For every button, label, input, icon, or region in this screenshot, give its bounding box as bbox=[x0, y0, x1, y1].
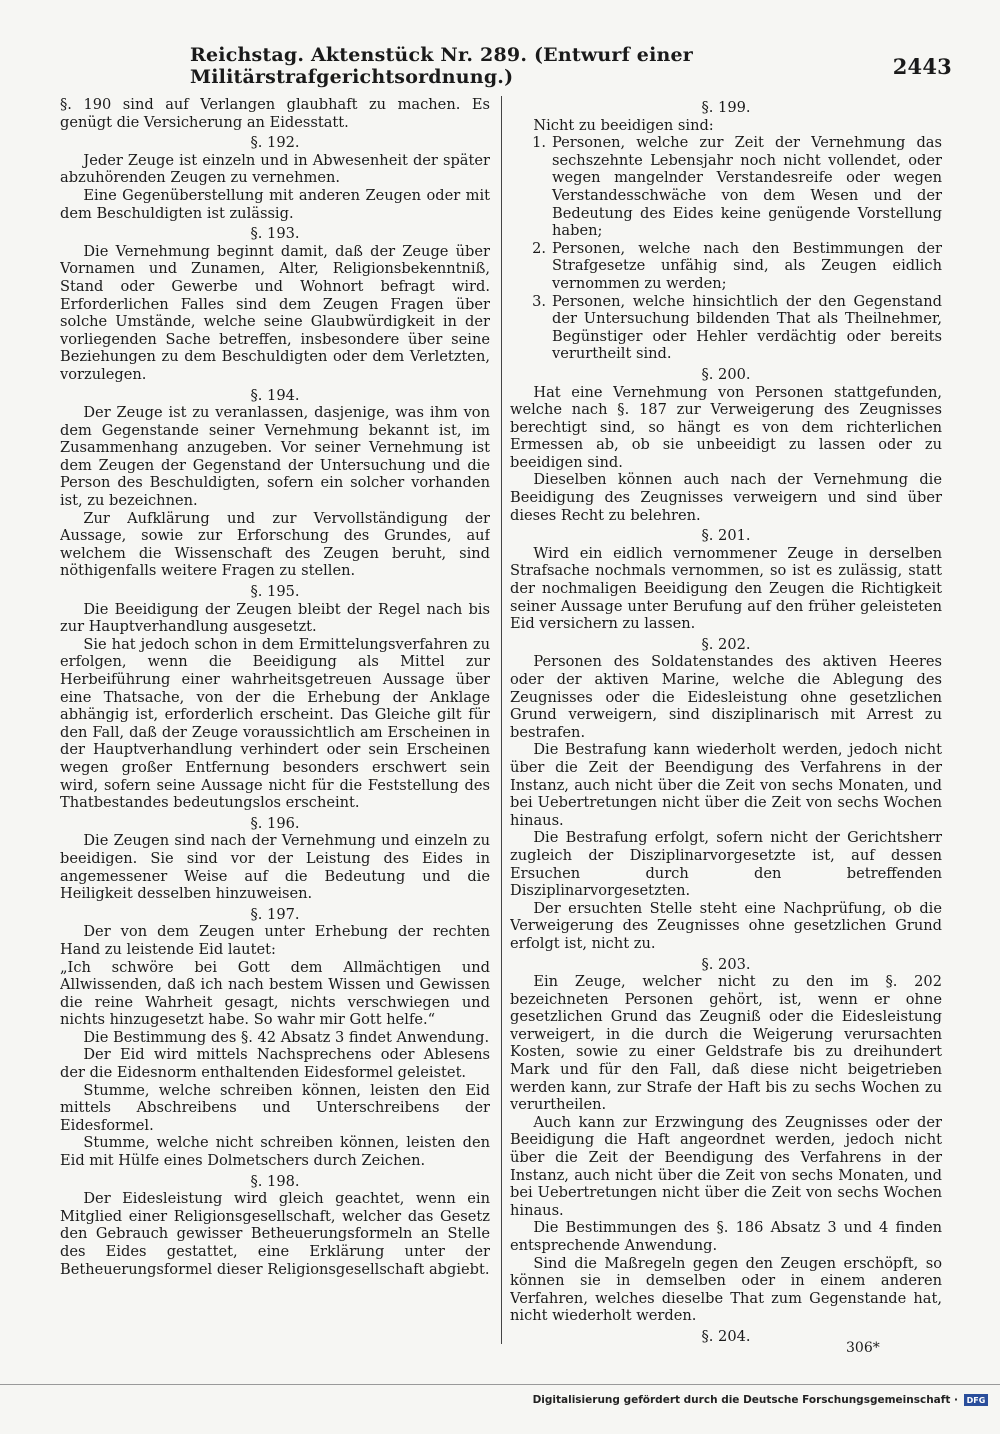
paragraph: Ein Zeuge, welcher nicht zu den im §. 202 bezeichneten Personen gehört, ist, wenn er ohne gesetzlichen Grund das Zeugniß oder die Eidesleistung verweigert, in die durch die Weigerung verursachten Kosten, sowie zu einer Geldstrafe bis zu dreihundert Mark und für den Fall, daß diese nicht beigetrieben werden kann, zur Strafe der Haft bis zu sechs Wochen zu verurtheilen. bbox=[510, 973, 942, 1114]
paragraph: Die Bestimmungen des §. 186 Absatz 3 und 4 finden entsprechende Anwendung. bbox=[510, 1219, 942, 1254]
column-divider bbox=[501, 96, 502, 1344]
paragraph: Dieselben können auch nach der Vernehmung die Beeidigung des Zeugnisses verweigern und sind über dieses Recht zu belehren. bbox=[510, 471, 942, 524]
paragraph: Die Vernehmung beginnt damit, daß der Zeuge über Vornamen und Zunamen, Alter, Religionsbekenntniß, Stand oder Gewerbe und Wohnort befragt wird. Erforderlichen Falles sind dem Zeugen Fragen über solche Umstände, welche seine Glaubwürdigkeit in der vorliegenden Sache betreffen, insbesondere über seine Beziehungen zu dem Beschuldigten oder dem Verletzten, vorzulegen. bbox=[60, 242, 490, 383]
section-heading: §. 203. bbox=[701, 955, 751, 973]
paragraph: Stumme, welche nicht schreiben können, leisten den Eid mit Hülfe eines Dolmetschers durch Zeichen. bbox=[60, 1134, 490, 1170]
paragraph: Der von dem Zeugen unter Erhebung der rechten Hand zu leistende Eid lautet: bbox=[60, 923, 490, 958]
list-item-text: Personen, welche zur Zeit der Vernehmung das sechszehnte Lebensjahr noch nicht vollendet, oder wegen mangelnder Verstandesreife oder wegen Verstandesschwäche von dem Wesen und der Bedeutung des Eides keine genügende Vorstellung haben; bbox=[552, 134, 942, 240]
paragraph: Eine Gegenüberstellung mit anderen Zeugen oder mit dem Beschuldigten ist zulässig. bbox=[60, 186, 490, 222]
left-column bbox=[60, 96, 490, 1346]
section-heading: §. 194. bbox=[250, 386, 300, 404]
list-item bbox=[510, 293, 942, 363]
paragraph: Personen des Soldatenstandes des aktiven Heeres oder der aktiven Marine, welche die Ablegung des Zeugnisses oder die Eidesleistung ohne gesetzlichen Grund verweigern, sind disziplinarisch mit Arrest zu bestrafen. bbox=[510, 653, 942, 741]
section-heading: §. 195. bbox=[250, 583, 300, 601]
section-heading: §. 192. bbox=[250, 134, 300, 152]
list-item-number: 2. bbox=[532, 239, 546, 257]
paragraph: Wird ein eidlich vernommener Zeuge in derselben Strafsache nochmals vernommen, so ist es zulässig, statt der nochmaligen Beeidigung den Zeugen die Richtigkeit seiner Aussage unter Berufung auf den früher geleisteten Eid versichern zu lassen. bbox=[510, 544, 942, 633]
paragraph: Nicht zu beeidigen sind: bbox=[533, 116, 714, 134]
digitization-credit: Digitalisierung gefördert durch die Deutsche Forschungsgemeinschaft · bbox=[532, 1394, 958, 1406]
section-heading: §. 193. bbox=[250, 225, 300, 243]
paragraph: Zur Aufklärung und zur Vervollständigung der Aussage, sowie zur Erforschung des Grundes, auf welchem die Wissenschaft des Zeugen beruht, sind nöthigenfalls weitere Fragen zu stellen. bbox=[60, 509, 490, 580]
list-item-text: Personen, welche nach den Bestimmungen der Strafgesetze unfähig sind, als Zeugen eidlich vernommen zu werden; bbox=[552, 239, 942, 292]
paragraph: Der Eidesleistung wird gleich geachtet, wenn ein Mitglied einer Religionsgesellschaft, welcher das Gesetz den Gebrauch gewisser Betheuerungsformeln an Stelle des Eides gestattet, eine Erklärung unter der Betheuerungsformel dieser Religionsgesellschaft abgiebt. bbox=[60, 1190, 490, 1278]
section-heading: §. 197. bbox=[250, 905, 300, 923]
paragraph: Die Bestimmung des §. 42 Absatz 3 findet Anwendung. bbox=[83, 1028, 490, 1046]
section-heading: §. 204. bbox=[701, 1327, 751, 1345]
header-title: Reichstag. Aktenstück Nr. 289. (Entwurf einer Militärstrafgerichtsordnung.) bbox=[190, 44, 693, 88]
section-heading: §. 201. bbox=[701, 527, 751, 545]
list-item bbox=[510, 240, 942, 293]
oath-formula: „Ich schwöre bei Gott dem Allmächtigen und Allwissenden, daß ich nach bestem Wissen und Gewissen die reine Wahrheit gesagt, nichts verschwiegen und nichts hinzugesetzt habe. So wahr mir Gott helfe.“ bbox=[60, 958, 490, 1029]
list-item-number: 1. bbox=[532, 134, 546, 152]
paragraph: Der ersuchten Stelle steht eine Nachprüfung, ob die Verweigerung des Zeugnisses ohne gesetzlichen Grund erfolgt ist, nicht zu. bbox=[510, 899, 942, 952]
section-heading: §. 199. bbox=[701, 99, 751, 116]
paragraph: Sind die Maßregeln gegen den Zeugen erschöpft, so können sie in demselben oder in einem anderen Verfahren, welches dieselbe That zum Gegenstande hat, nicht wiederholt werden. bbox=[510, 1254, 942, 1325]
paragraph: Die Zeugen sind nach der Vernehmung und einzeln zu beeidigen. Sie sind vor der Leistung des Eides in angemessener Weise auf die Bedeutung und die Heiligkeit desselben hinzuweisen. bbox=[60, 832, 490, 903]
paragraph: Die Bestrafung erfolgt, sofern nicht der Gerichtsherr zugleich der Disziplinarvorgesetzte ist, auf dessen Ersuchen durch den betreffenden Disziplinarvorgesetzten. bbox=[510, 829, 942, 900]
paragraph: Hat eine Vernehmung von Personen stattgefunden, welche nach §. 187 zur Verweigerung des Zeugnisses berechtigt sind, so hängt es von dem richterlichen Ermessen ab, ob sie unbeeidigt zu lassen oder zu beeidigen sind. bbox=[510, 383, 942, 471]
paragraph: Der Eid wird mittels Nachsprechens oder Ablesens der die Eidesnorm enthaltenden Eidesformel geleistet. bbox=[60, 1046, 490, 1082]
list-item-number: 3. bbox=[532, 292, 546, 310]
page-number: 2443 bbox=[892, 53, 952, 79]
paragraph: Der Zeuge ist zu veranlassen, dasjenige, was ihm von dem Gegenstande seiner Vernehmung bekannt ist, im Zusammenhang anzugeben. Vor seiner Vernehmung ist dem Zeugen der Gegenstand der Untersuchung und die Person des Beschuldigten, sofern ein solcher vorhanden ist, zu bezeichnen. bbox=[60, 404, 490, 510]
paragraph: §. 190 sind auf Verlangen glaubhaft zu machen. Es genügt die Versicherung an Eidesstatt. bbox=[60, 96, 490, 131]
numbered-list bbox=[510, 134, 942, 363]
paragraph: Die Beeidigung der Zeugen bleibt der Regel nach bis zur Hauptverhandlung ausgesetzt. bbox=[60, 600, 490, 636]
section-heading: §. 202. bbox=[701, 635, 751, 653]
right-column bbox=[510, 96, 942, 1346]
paragraph: Sie hat jedoch schon in dem Ermittelungsverfahren zu erfolgen, wenn die Beeidigung als Mittel zur Herbeiführung einer wahrheitsgetreuen Aussage über eine Thatsache, von der die Erhebung der Anklage abhängig ist, erforderlich erscheint. Das Gleiche gilt für den Fall, daß der Zeuge voraussichtlich am Erscheinen in der Hauptverhandlung verhindert oder sein Erscheinen wegen großer Entfernung besonders erschwert sein wird, sofern seine Aussage nicht für die Feststellung des Thatbestandes bedeutungslos erscheint. bbox=[60, 635, 490, 812]
sheet-mark: 306* bbox=[846, 1340, 880, 1356]
paragraph: Stumme, welche schreiben können, leisten den Eid mittels Abschreibens und Unterschreibens der Eidesformel. bbox=[60, 1081, 490, 1134]
section-heading: §. 196. bbox=[250, 814, 300, 832]
dfg-logo-icon: DFG bbox=[964, 1394, 988, 1406]
list-item bbox=[510, 134, 942, 240]
section-heading: §. 198. bbox=[250, 1172, 300, 1190]
paragraph: Auch kann zur Erzwingung des Zeugnisses oder der Beeidigung die Haft angeordnet werden, jedoch nicht über die Zeit der Beendigung des Verfahrens in der Instanz, auch nicht über die Zeit von sechs Monaten, und bei Uebertretungen nicht über die Zeit von sechs Wochen hinaus. bbox=[510, 1113, 942, 1219]
list-item-text: Personen, welche hinsichtlich der den Gegenstand der Untersuchung bildenden That als Theilnehmer, Begünstiger oder Hehler verdächtig oder bereits verurtheilt sind. bbox=[552, 292, 942, 363]
paragraph: Die Bestrafung kann wiederholt werden, jedoch nicht über die Zeit der Beendigung des Verfahrens in der Instanz, auch nicht über die Zeit von sechs Monaten, und bei Uebertretungen nicht über die Zeit von sechs Wochen hinaus. bbox=[510, 741, 942, 829]
footer bbox=[0, 1384, 1000, 1415]
section-heading: §. 200. bbox=[701, 365, 751, 383]
paragraph: Jeder Zeuge ist einzeln und in Abwesenheit der später abzuhörenden Zeugen zu vernehmen. bbox=[60, 151, 490, 187]
page-header bbox=[190, 44, 952, 88]
